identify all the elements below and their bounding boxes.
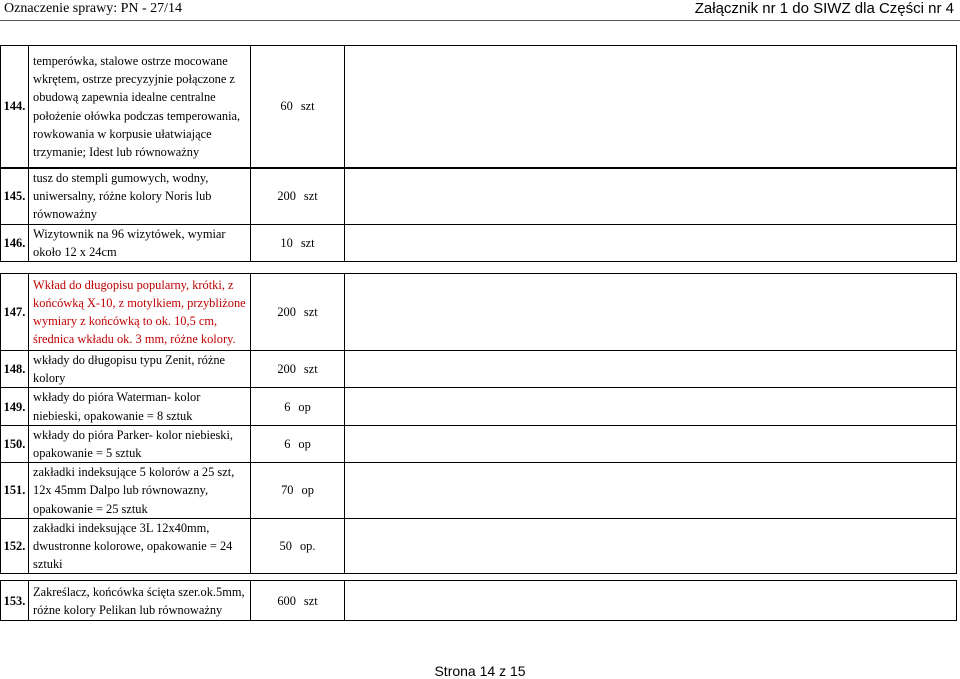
quantity-unit: op [301,483,314,498]
row-quantity [251,274,345,351]
empty-cell [345,169,957,225]
quantity-value: 600 [277,593,296,608]
quantity-value: 70 [281,483,294,498]
empty-cell [345,425,957,462]
quantity-unit: szt [303,189,318,204]
empty-cell [345,46,957,168]
row-quantity [251,463,345,519]
row-description: temperówka, stalowe ostrze mocowane wkrętem, ostrze precyzyjnie połączone z obudową zapewnia idealne centralne położenie ołówka podczas temperowania, rowkowania w korpusie ułatwiające trzymanie; Idest lub równoważny [29,46,251,168]
empty-cell [345,463,957,519]
row-number: 147. [1,274,29,351]
table-row [1,518,957,574]
quantity-value: 50 [279,539,292,554]
page-number: Strona 14 z 15 [434,663,526,679]
table-row [1,388,957,425]
table-row [1,274,957,351]
empty-cell [345,274,957,351]
quantity-unit: szt [300,99,315,114]
row-description: Zakreślacz, końcówka ścięta szer.ok.5mm, różne kolory Pelikan lub równoważny [29,581,251,621]
row-number: 150. [1,425,29,462]
table-row [1,463,957,519]
row-number: 149. [1,388,29,425]
quantity-unit: szt [303,304,318,319]
empty-cell [345,388,957,425]
row-number: 152. [1,518,29,574]
row-quantity [251,518,345,574]
empty-cell [345,518,957,574]
quantity-unit: szt [303,593,318,608]
table-row [1,224,957,261]
table-row [1,581,957,621]
quantity-unit: op. [299,539,316,554]
row-description: tusz do stempli gumowych, wodny, uniwersalny, różne kolory Noris lub równoważny [29,169,251,225]
quantity-value: 200 [277,362,296,377]
row-description: wkłady do długopisu typu Zenit, różne kolory [29,351,251,388]
quantity-value: 60 [280,99,293,114]
row-quantity [251,224,345,261]
empty-cell [345,224,957,261]
row-description: zakładki indeksujące 3L 12x40mm, dwustronne kolorowe, opakowanie = 24 sztuki [29,518,251,574]
row-number: 148. [1,351,29,388]
row-quantity [251,581,345,621]
row-description: zakładki indeksujące 5 kolorów a 25 szt, 12x 45mm Dalpo lub równowazny, opakowanie = 25 sztuk [29,463,251,519]
table-row [1,169,957,225]
row-number: 151. [1,463,29,519]
row-quantity [251,169,345,225]
quantity-value: 6 [284,399,291,414]
quantity-unit: szt [303,362,318,377]
table-row [1,425,957,462]
quantity-unit: op [298,399,311,414]
quantity-value: 200 [277,189,296,204]
items-table [0,45,957,621]
row-quantity [251,388,345,425]
quantity-unit: op [298,436,311,451]
row-number: 146. [1,224,29,261]
table-row [1,46,957,168]
annex-title: Załącznik nr 1 do SIWZ dla Części nr 4 [694,0,954,17]
row-number: 153. [1,581,29,621]
row-description: Wkład do długopisu popularny, krótki, z końcówką X-10, z motylkiem, przybliżone wymiary z końcówką to ok. 10,5 cm, średnica wkładu ok. 3 mm, różne kolory. [29,274,251,351]
row-number: 145. [1,169,29,225]
empty-cell [345,581,957,621]
row-description: Wizytownik na 96 wizytówek, wymiar około 12 x 24cm [29,224,251,261]
row-description: wkłady do pióra Waterman- kolor niebieski, opakowanie = 8 sztuk [29,388,251,425]
quantity-unit: szt [300,235,315,250]
case-number: Oznaczenie sprawy: PN - 27/14 [4,1,183,16]
row-number: 144. [1,46,29,168]
row-quantity [251,351,345,388]
empty-cell [345,351,957,388]
table-row [1,351,957,388]
row-description: wkłady do pióra Parker- kolor niebieski, opakowanie = 5 sztuk [29,425,251,462]
quantity-value: 10 [280,235,293,250]
row-quantity [251,46,345,168]
quantity-value: 6 [284,436,291,451]
header-divider [0,20,960,21]
row-quantity [251,425,345,462]
quantity-value: 200 [277,304,296,319]
